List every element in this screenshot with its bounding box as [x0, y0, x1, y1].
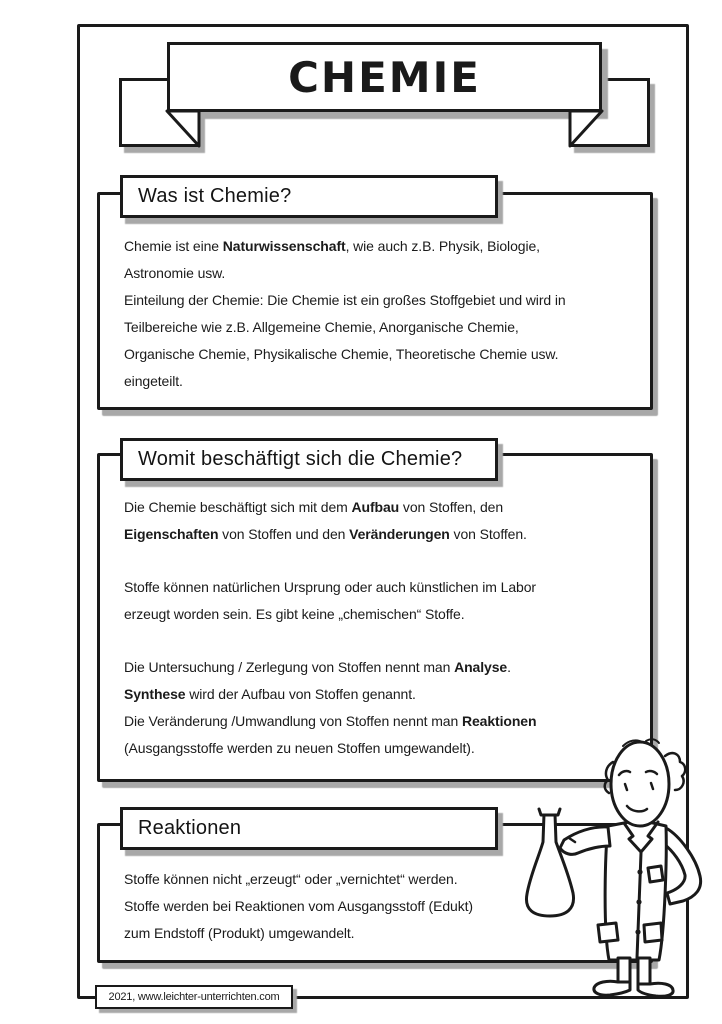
text-line: Stoffe können natürlichen Ursprung oder auch künstlichen im Labor [124, 579, 536, 595]
section-title: Was ist Chemie? [138, 185, 292, 207]
text-line: Eigenschaften von Stoffen und den Veränderungen von Stoffen. [124, 526, 527, 542]
section-box-was-ist-chemie [97, 192, 653, 410]
paragraph [124, 233, 644, 395]
text-line: Organische Chemie, Physikalische Chemie, Theoretische Chemie usw. [124, 346, 559, 362]
section-title: Womit beschäftigt sich die Chemie? [138, 448, 463, 470]
section-header-was-ist-chemie [120, 175, 498, 218]
text-line: Die Veränderung /Umwandlung von Stoffen nennt man Reaktionen [124, 713, 537, 729]
text-line: Astronomie usw. [124, 265, 226, 281]
paragraph [124, 494, 644, 548]
text-line: (Ausgangsstoffe werden zu neuen Stoffen umgewandelt). [124, 740, 475, 756]
section-body [100, 195, 650, 395]
text-line: Stoffe können nicht „erzeugt“ oder „vernichtet“ werden. [124, 871, 458, 887]
paragraph [124, 574, 644, 628]
text-line: Teilbereiche wie z.B. Allgemeine Chemie, Anorganische Chemie, [124, 319, 519, 335]
banner-title-box [167, 42, 602, 112]
section-title: Reaktionen [138, 817, 242, 839]
text-line: Synthese wird der Aufbau von Stoffen genannt. [124, 686, 416, 702]
text-line: Chemie ist eine Naturwissenschaft, wie auch z.B. Physik, Biologie, [124, 238, 540, 254]
text-line: erzeugt worden sein. Es gibt keine „chemischen“ Stoffe. [124, 606, 465, 622]
text-line: eingeteilt. [124, 373, 183, 389]
credit-text: 2021, www.leichter-unterrichten.com [108, 991, 280, 1003]
text-line: zum Endstoff (Produkt) umgewandelt. [124, 925, 355, 941]
section-header-reaktionen [120, 807, 498, 850]
section-header-womit-beschaeftigt [120, 438, 498, 481]
scientist-illustration [520, 724, 710, 1019]
text-line: Einteilung der Chemie: Die Chemie ist ein großes Stoffgebiet und wird in [124, 292, 566, 308]
section-body [100, 456, 650, 762]
credit-box [95, 985, 293, 1009]
text-line: Stoffe werden bei Reaktionen vom Ausgangsstoff (Edukt) [124, 898, 473, 914]
page-title: CHEMIE [288, 52, 481, 102]
text-line: Die Chemie beschäftigt sich mit dem Aufbau von Stoffen, den [124, 499, 504, 515]
text-line: Die Untersuchung / Zerlegung von Stoffen nennt man Analyse. [124, 659, 511, 675]
